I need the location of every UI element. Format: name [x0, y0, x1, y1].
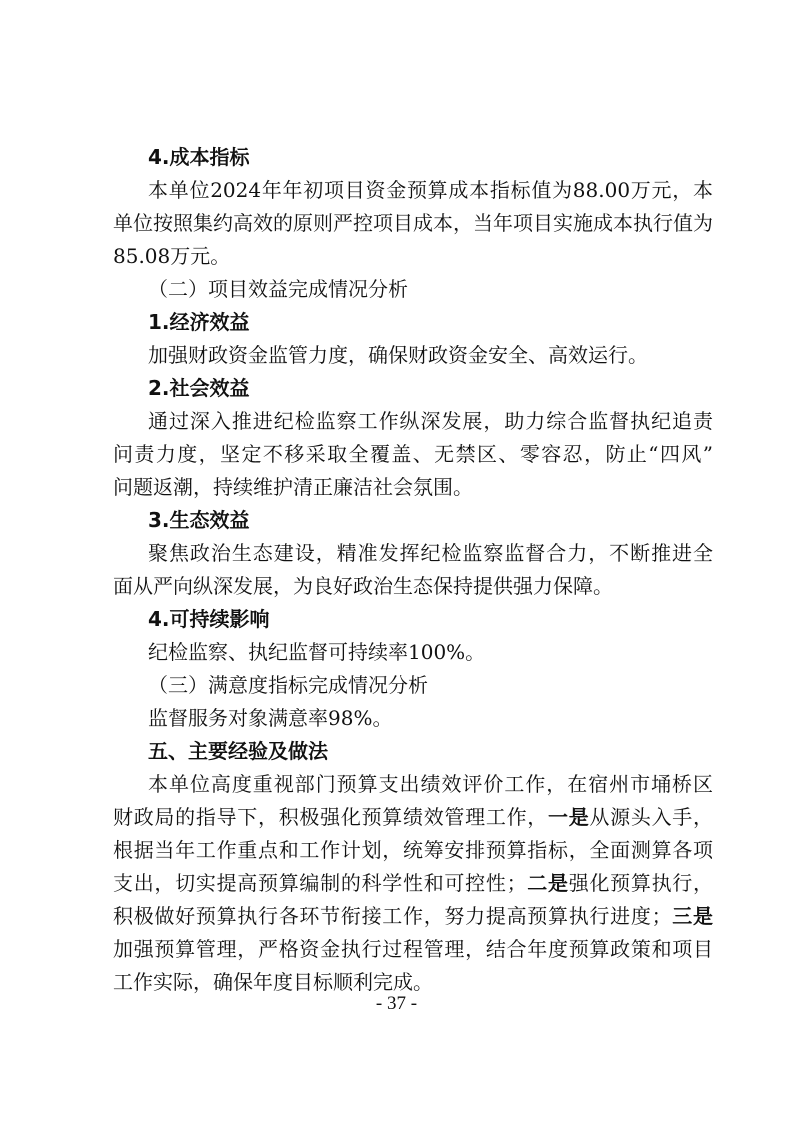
- text-run: 强化预算执行，: [568, 871, 713, 895]
- paragraph-line: 85.08万元。: [113, 244, 231, 268]
- subsection-title-benefit: （二）项目效益完成情况分析: [148, 277, 408, 301]
- paragraph-line: 问责力度，坚定不移采取全覆盖、无禁区、零容忍，防止“四风”: [113, 442, 713, 466]
- paragraph-line: [113, 800, 713, 834]
- paragraph-line: 聚焦政治生态建设，精准发挥纪检监察监督合力，不断推进全: [148, 541, 713, 565]
- paragraph-line: 单位按照集约高效的原则严控项目成本，当年项目实施成本执行值为: [113, 211, 713, 235]
- emphasis-second: 二是: [526, 871, 569, 895]
- paragraph-line: 监督服务对象满意率98%。: [148, 706, 393, 730]
- paragraph-line: 本单位高度重视部门预算支出绩效评价工作，在宿州市埇桥区: [148, 772, 713, 796]
- paragraph-line: 加强财政资金监管力度，确保财政资金安全、高效运行。: [148, 343, 648, 367]
- section-heading-experience: 五、主要经验及做法: [148, 739, 328, 763]
- subsection-title-satisfaction: （三）满意度指标完成情况分析: [148, 673, 428, 697]
- section-heading-cost: 4.成本指标: [148, 145, 250, 169]
- section-heading-sustainable: 4.可持续影响: [148, 607, 270, 631]
- paragraph-line: 问题返潮，持续维护清正廉洁社会氛围。: [113, 475, 473, 499]
- paragraph-line: 加强预算管理，严格资金执行过程管理，结合年度预算政策和项目: [113, 937, 713, 961]
- text-run: 从源头入手，: [589, 805, 713, 829]
- page-number: - 37 -: [375, 993, 418, 1014]
- paragraph-line: [113, 866, 713, 900]
- section-heading-economic: 1.经济效益: [148, 310, 250, 334]
- text-run: 支出，切实提高预算编制的科学性和可控性；: [113, 871, 527, 895]
- paragraph-line: 根据当年工作重点和工作计划，统筹安排预算指标，全面测算各项: [113, 838, 713, 862]
- text-run: 财政局的指导下，积极强化预算绩效管理工作，: [113, 805, 548, 829]
- paragraph-line: 通过深入推进纪检监察工作纵深发展，助力综合监督执纪追责: [148, 409, 713, 433]
- section-heading-social: 2.社会效益: [148, 376, 250, 400]
- emphasis-first: 一是: [548, 805, 590, 829]
- paragraph-line: 工作实际，确保年度目标顺利完成。: [113, 970, 433, 994]
- section-heading-ecological: 3.生态效益: [148, 508, 250, 532]
- paragraph-line: 纪检监察、执纪监督可持续率100%。: [148, 640, 486, 664]
- emphasis-third: 三是: [671, 904, 713, 928]
- paragraph-line: [113, 899, 713, 933]
- text-run: 积极做好预算执行各环节衔接工作，努力提高预算执行进度；: [113, 904, 672, 928]
- paragraph-line: 本单位2024年年初项目资金预算成本指标值为88.00万元，本: [148, 178, 713, 202]
- paragraph-line: 面从严向纵深发展，为良好政治生态保持提供强力保障。: [113, 574, 613, 598]
